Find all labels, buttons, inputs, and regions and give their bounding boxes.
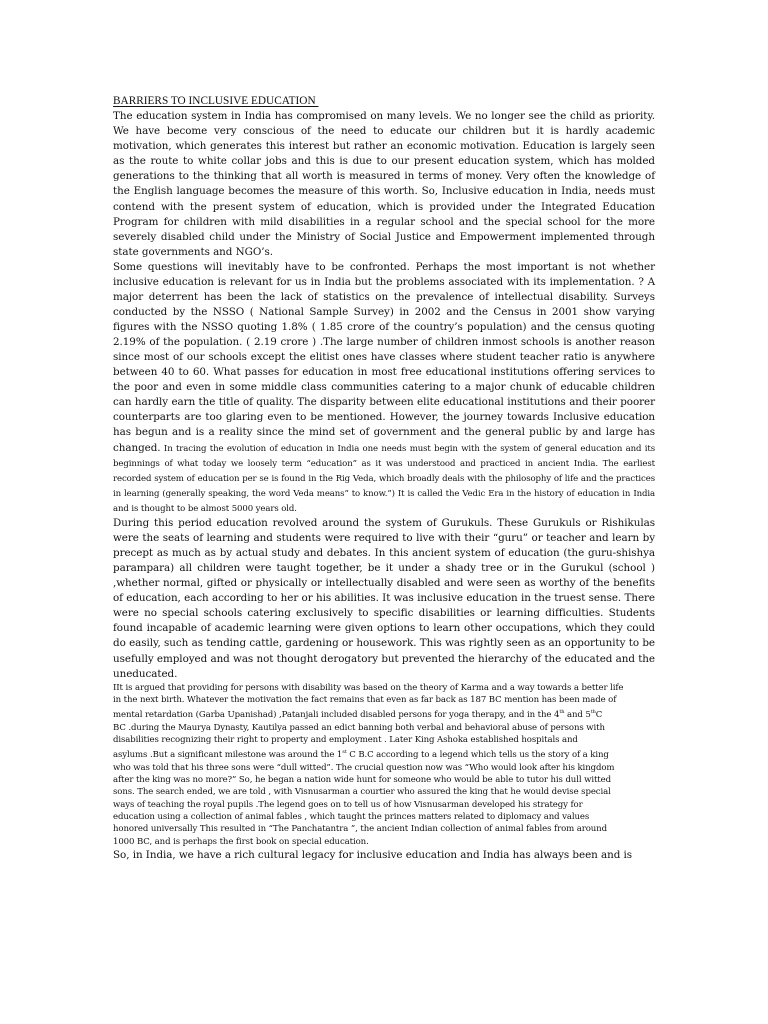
text-line xyxy=(113,706,655,721)
document-page xyxy=(113,94,655,863)
text-fragment: C xyxy=(595,710,603,721)
text-line: who was told that his three sons were “dull witted”. The crucial question now was “Who would look after his kingdom xyxy=(113,762,615,773)
text-line: education using a collection of animal fables , which taught the princes matters related to diplomacy and values xyxy=(113,811,590,822)
paragraph-gurukuls: During this period education revolved around the system of Gurukuls. These Gurukuls or Rishikulas were the seats of learning and students were required to live with their “guru” or teacher and learn by precept as much as by actual study and debates. In this ancient system of education (the guru-shishya parampara) all children were taught together, be it under a shady tree or in the Gurukul (school ) ,whether normal, gifted or physically or intellectually disabled and were seen as worthy of the benefits of education, each according to her or his abilities. It was inclusive education in the truest sense. There were no special schools catering exclusively to specific disabilities or learning difficulties. Students found incapable of academic learning were given options to learn other occupations, which they could do easily, such as tending cattle, gardening or housework. This was rightly seen as an opportunity to be usefully employed and was not thought derogatory but prevented the hierarchy of the educated and the uneducated. xyxy=(113,516,655,680)
text-fragment: C B.C according to a legend which tells us the story of a king xyxy=(346,750,609,761)
paragraph-barriers: The education system in India has compromised on many levels. We no longer see the child as priority. We have become very conscious of the need to educate our children but it is hardly academic motivation, which generates this interest but rather an economic motivation. Education is largely seen as the route to white collar jobs and this is due to our present education system, which has molded generations to the thinking that all worth is measured in terms of money. Very often the knowledge of the English language becomes the measure of this worth. So, Inclusive education in India, needs must contend with the present system of education, which is provided under the Integrated Education Program for children with mild disabilities in a regular school and the special school for the more severely disabled child under the Ministry of Social Justice and Empowerment implemented through state governments and NGO’s. xyxy=(113,110,655,258)
superscript: th xyxy=(559,709,565,716)
text-line: after the king was no more?” So, he began a nation wide hunt for someone who would be able to tutor his dull witted xyxy=(113,774,611,785)
paragraph-karma xyxy=(113,682,655,848)
document-heading: BARRIERS TO INCLUSIVE EDUCATION xyxy=(113,95,319,107)
text-line: disabilities recognizing their right to property and employment . Later King Ashoka established hospitals and xyxy=(113,734,578,745)
superscript: th xyxy=(590,709,596,716)
text-line: in the next birth. Whatever the motivation the fact remains that even as far back as 187 BC mention has been made of xyxy=(113,695,617,706)
text-line: 1000 BC, and is perhaps the first book on special education. xyxy=(113,836,369,847)
text-fragment: mental retardation (Garba Upanishad) ,Patanjali included disabled persons for yoga therapy, and in the 4 xyxy=(113,710,560,721)
text-fragment: asylums .But a significant milestone was around the 1 xyxy=(113,750,343,761)
paragraph-questions-text: Some questions will inevitably have to be confronted. Perhaps the most important is not whether inclusive education is relevant for us in India but the problems associated with its implementation. ? A major deterrent has been the lack of statistics on the prevalence of intellectual disability. Surveys conducted by the NSSO ( National Sample Survey) in 2002 and the Census in 2001 show varying figures with the NSSO quoting 1.8% ( 1.85 crore of the country’s population) and the census quoting 2.19% of the population. ( 2.19 crore ) .The large number of children inmost schools is another reason since most of our schools except the elitist ones have classes where student teacher ratio is anywhere between 40 to 60. What passes for education in most free educational institutions offering services to the poor and even in some middle class communities catering to a major chunk of educable children can hardly earn the title of quality. The disparity between elite educational institutions and their poorer counterparts are too glaring even to be mentioned. However, the journey towards Inclusive education has begun and is a reality since the mind set of government and the general public by and large has changed. xyxy=(113,260,655,454)
text-line: BC .during the Maurya Dynasty, Kautilya passed an edict banning both verbal and behavioral abuse of persons with xyxy=(113,722,605,733)
paragraph-questions xyxy=(113,260,655,516)
text-line xyxy=(113,746,655,761)
text-line: honored universally This resulted in “The Panchatantra ”, the ancient Indian collection of animal fables from around xyxy=(113,824,607,835)
paragraph-legacy: So, in India, we have a rich cultural legacy for inclusive education and India has always been and is xyxy=(113,848,633,861)
paragraph-evolution-text: In tracing the evolution of education in India one needs must begin with the system of general education and its beginnings of what today we loosely term “education” as it was understood and practiced in ancient India. The earliest recorded system of education per se is found in the Rig Veda, which broadly deals with the philosophy of life and the practices in learning (generally speaking, the word Veda means” to know.”) It is called the Vedic Era in the history of education in India and is thought to be almost 5000 years old. xyxy=(113,443,655,514)
text-line: IIt is argued that providing for persons with disability was based on the theory of Karma and a way towards a better life xyxy=(113,682,624,693)
text-line: sons. The search ended, we are told , with Visnusarman a courtier who assured the king that he would devise special xyxy=(113,787,611,798)
text-line: ways of teaching the royal pupils .The legend goes on to tell us of how Visnusarman developed his strategy for xyxy=(113,799,583,810)
superscript: st xyxy=(342,749,347,756)
text-fragment: and 5 xyxy=(564,710,591,721)
